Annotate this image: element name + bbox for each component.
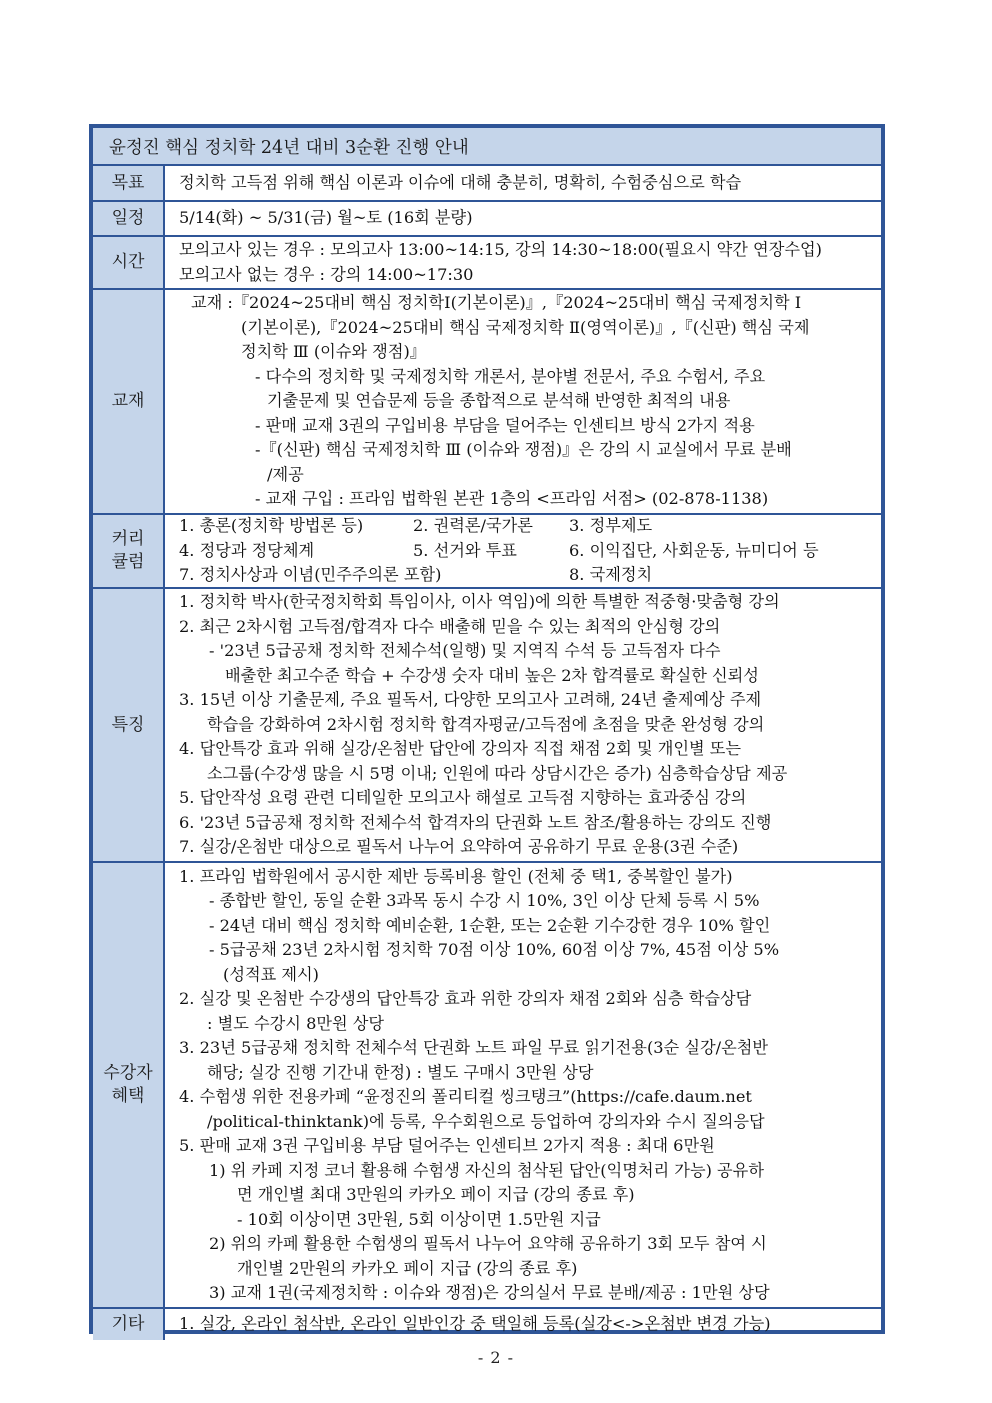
- goal-text: 정치학 고득점 위해 핵심 이론과 이슈에 대해 충분히, 명확히, 수험중심으로 학습: [179, 172, 742, 192]
- benefit-line: 개인별 2만원의 카카오 페이 지급 (강의 종료 후): [237, 1258, 578, 1278]
- curriculum-item: 5. 선거와 투표: [413, 540, 517, 560]
- page-number: - 2 -: [477, 1348, 515, 1367]
- time-line: 모의고사 없는 경우 : 강의 14:00~17:30: [179, 264, 474, 284]
- row-curriculum: [93, 515, 881, 589]
- schedule-text: 5/14(화) ~ 5/31(금) 월~토 (16회 분량): [179, 208, 473, 228]
- benefit-line: 1) 위 카페 지정 코너 활용해 수험생 자신의 첨삭된 답안(익명처리 가능) 공유하: [209, 1160, 764, 1180]
- row-time: [93, 237, 881, 290]
- benefit-line: : 별도 수강시 8만원 상당: [207, 1013, 385, 1033]
- row-textbook: [93, 290, 881, 515]
- curriculum-item: 4. 정당과 정당체계: [179, 540, 315, 560]
- feature-line: 6. '23년 5급공채 정치학 전체수석 합격자의 단권화 노트 참조/활용하는 강의도 진행: [179, 812, 772, 832]
- benefit-line: 2. 실강 및 온첨반 수강생의 답안특강 효과 위한 강의자 채점 2회와 심층 학습상담: [179, 989, 752, 1008]
- label-features: 특징: [93, 589, 165, 861]
- benefit-line: 3. 23년 5급공채 정치학 전체수석 단권화 노트 파일 무료 읽기전용(3순 실강/온첨반: [179, 1038, 768, 1057]
- time-line: 모의고사 있는 경우 : 모의고사 13:00~14:15, 강의 14:30~18:00(필요시 약간 연장수업): [179, 240, 822, 259]
- label-textbook: 교재: [93, 290, 165, 513]
- row-benefits: [93, 863, 881, 1309]
- feature-line: 2. 최근 2차시험 고득점/합격자 다수 배출해 믿을 수 있는 최적의 안심형 강의: [179, 616, 721, 636]
- table-title: 윤정진 핵심 정치학 24년 대비 3순환 진행 안내: [93, 128, 881, 166]
- textbook-line: -『(신판) 핵심 국제정치학 Ⅲ (이슈와 쟁점)』은 강의 시 교실에서 무료 분배: [255, 440, 792, 460]
- curriculum-item: 3. 정부제도: [569, 516, 653, 536]
- curriculum-item: 7. 정치사상과 이념(민주주의론 포함): [179, 565, 442, 585]
- textbook-line: 기출문제 및 연습문제 등을 종합적으로 분석해 반영한 최적의 내용: [267, 391, 731, 411]
- label-time: 시간: [93, 237, 165, 288]
- benefit-line: 면 개인별 최대 3만원의 카카오 페이 지급 (강의 종료 후): [237, 1185, 635, 1204]
- feature-line: 7. 실강/온첨반 대상으로 필독서 나누어 요약하여 공유하기 무료 운용(3권 수준): [179, 837, 739, 857]
- curriculum-item: [413, 563, 569, 587]
- notice-table: [89, 124, 885, 1334]
- feature-line: 배출한 최고수준 학습 + 수강생 숫자 대비 높은 2차 합격률로 확실한 신뢰성: [225, 665, 759, 685]
- label-goal: 목표: [93, 166, 165, 200]
- benefit-line: - 24년 대비 핵심 정치학 예비순환, 1순환, 또는 2순환 기수강한 경우 10% 할인: [209, 915, 771, 935]
- feature-line: 소그룹(수강생 많을 시 5명 이내; 인원에 따라 상담시간은 증가) 심층학습상담 제공: [207, 763, 788, 783]
- label-schedule: 일정: [93, 202, 165, 235]
- benefit-line: - 10회 이상이면 3만원, 5회 이상이면 1.5만원 지급: [237, 1209, 601, 1229]
- benefit-line: - 종합반 할인, 동일 순환 3과목 동시 수강 시 10%, 3인 이상 단체 등록 시 5%: [209, 891, 760, 910]
- row-features: [93, 589, 881, 863]
- textbook-line: (기본이론),『2024~25대비 핵심 국제정치학 Ⅱ(영역이론)』,『(신판) 핵심 국제: [241, 317, 810, 337]
- curriculum-item: 8. 국제정치: [569, 565, 653, 585]
- textbook-line: /제공: [267, 464, 304, 484]
- feature-line: 1. 정치학 박사(한국정치학회 특임이사, 이사 역임)에 의한 특별한 적중형·맞춤형 강의: [179, 592, 780, 612]
- benefit-line: 2) 위의 카페 활용한 수험생의 필독서 나누어 요약해 공유하기 3회 모두 참여 시: [209, 1234, 767, 1253]
- feature-line: 3. 15년 이상 기출문제, 주요 필독서, 다양한 모의고사 고려해, 24년 출제예상 주제: [179, 690, 762, 710]
- benefit-line: 5. 판매 교재 3권 구입비용 부담 덜어주는 인센티브 2가지 적용 : 최대 6만원: [179, 1136, 715, 1155]
- curriculum-item: 6. 이익집단, 사회운동, 뉴미디어 등: [569, 540, 819, 560]
- benefit-line: - 5급공채 23년 2차시험 정치학 70점 이상 10%, 60점 이상 7%, 45점 이상 5%: [209, 940, 780, 959]
- curriculum-grid: [179, 515, 875, 587]
- benefit-line: (성적표 제시): [223, 964, 319, 984]
- textbook-line: - 교재 구입 : 프라임 법학원 본관 1층의 <프라임 서점> (02-878-1138): [255, 489, 769, 509]
- benefit-line: 해당; 실강 진행 기간내 한정) : 별도 구매시 3만원 상당: [207, 1062, 594, 1082]
- etc-text: 1. 실강, 온라인 첨삭반, 온라인 일반인강 중 택일해 등록(실강<->온첨반 변경 가능): [179, 1314, 771, 1334]
- row-goal: [93, 166, 881, 202]
- textbook-line: 정치학 Ⅲ (이슈와 쟁점)』: [241, 342, 426, 362]
- curriculum-item: 2. 권력론/국가론: [413, 516, 533, 536]
- row-etc: [93, 1309, 881, 1340]
- label-benefits: 수강자 혜택: [93, 863, 165, 1307]
- label-curriculum: 커리 큘럼: [93, 515, 165, 587]
- feature-line: 4. 답안특강 효과 위해 실강/온첨반 답안에 강의자 직접 채점 2회 및 개인별 또는: [179, 739, 742, 759]
- textbook-line: 교재 :『2024~25대비 핵심 정치학Ⅰ(기본이론)』,『2024~25대비 핵심 국제정치학 Ⅰ: [191, 293, 802, 313]
- feature-line: 학습을 강화하여 2차시험 정치학 합격자평균/고득점에 초점을 맞춘 완성형 강의: [207, 714, 765, 734]
- textbook-line: - 다수의 정치학 및 국제정치학 개론서, 분야별 전문서, 주요 수험서, 주요: [255, 366, 766, 386]
- benefit-line: 4. 수험생 위한 전용카페 “윤정진의 폴리티컬 씽크탱크”(https://cafe.daum.net: [179, 1087, 752, 1106]
- feature-line: 5. 답안작성 요령 관련 디테일한 모의고사 해설로 고득점 지향하는 효과중심 강의: [179, 788, 747, 808]
- benefit-line: /political-thinktank)에 등록, 우수회원으로 등업하여 강의자와 수시 질의응답: [207, 1111, 765, 1131]
- textbook-line: - 판매 교재 3권의 구입비용 부담을 덜어주는 인센티브 방식 2가지 적용: [255, 415, 755, 435]
- benefit-line: 3) 교재 1권(국제정치학 : 이슈와 쟁점)은 강의실서 무료 분배/제공 : 1만원 상당: [209, 1283, 770, 1302]
- feature-line: - '23년 5급공채 정치학 전체수석(일행) 및 지역직 수석 등 고득점자 다수: [209, 641, 721, 661]
- label-etc: 기타: [93, 1309, 165, 1340]
- benefit-line: 1. 프라임 법학원에서 공시한 제반 등록비용 할인 (전체 중 택1, 중복할인 불가): [179, 866, 733, 886]
- curriculum-item: 1. 총론(정치학 방법론 등): [179, 516, 364, 536]
- row-schedule: [93, 202, 881, 237]
